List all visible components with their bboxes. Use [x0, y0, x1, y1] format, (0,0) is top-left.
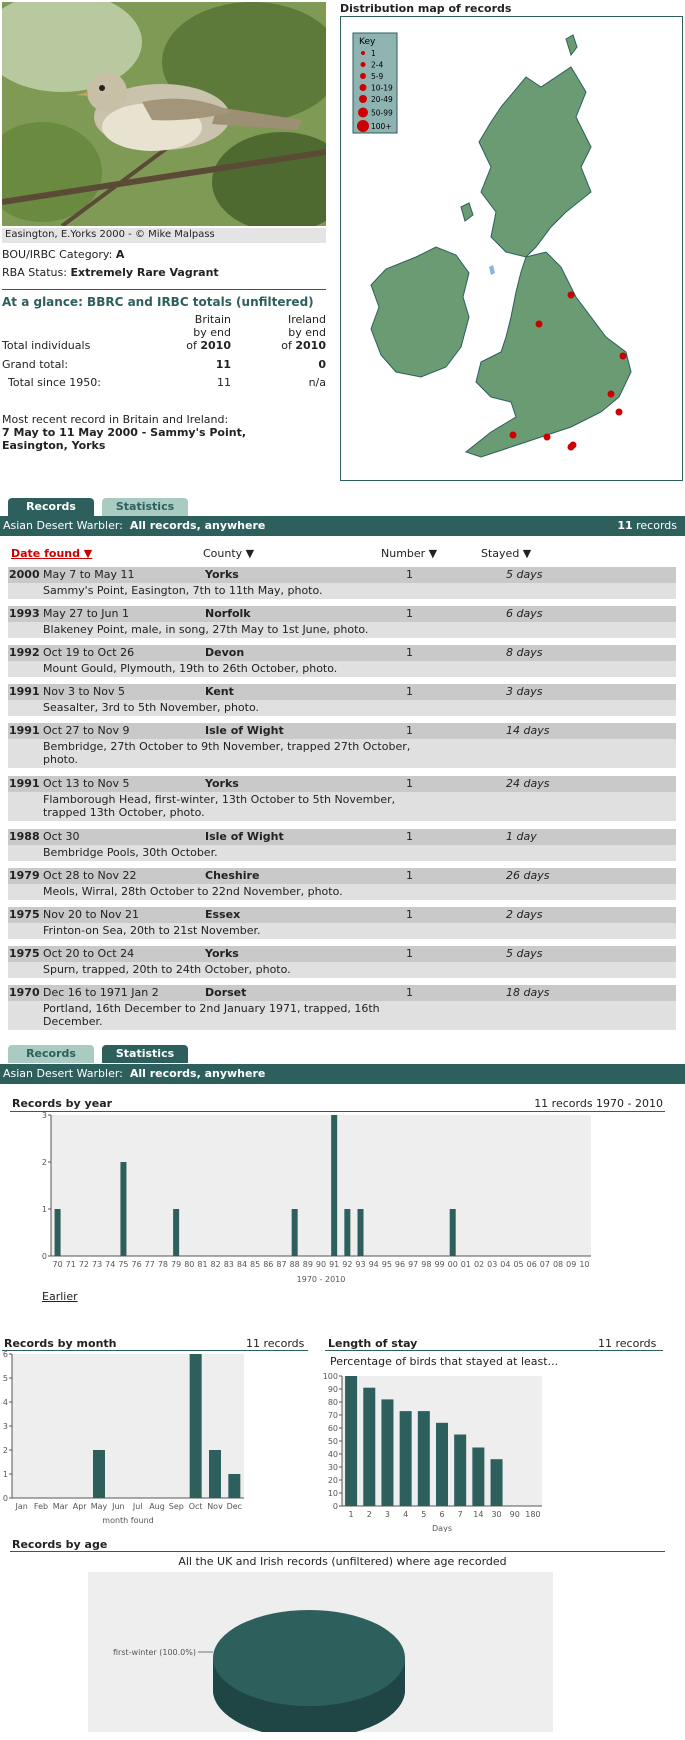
x-tick-label: Jul — [132, 1502, 143, 1511]
record-dates: Dec 16 to 1971 Jan 2 — [43, 986, 159, 999]
distribution-map — [340, 16, 683, 481]
bar — [472, 1448, 484, 1507]
x-axis-label: Days — [432, 1524, 452, 1532]
grand-total-britain: 11 — [215, 358, 231, 371]
x-tick-label: Dec — [226, 1502, 243, 1511]
record-stayed: 24 days — [506, 777, 550, 790]
stay-chart — [318, 1370, 548, 1532]
record-county: Devon — [205, 646, 245, 659]
record-county: Isle of Wight — [205, 830, 284, 843]
record-description-text: Flamborough Head, first-winter, 13th October to 5th November, trapped 13th October, photo. — [43, 793, 396, 819]
record-description-text: Meols, Wirral, 28th October to 22nd November, photo. — [43, 885, 343, 898]
x-tick-label: Aug — [149, 1502, 165, 1511]
x-tick-label: 02 — [473, 1260, 485, 1269]
x-tick-label: 3 — [384, 1510, 391, 1519]
tab-statistics-2[interactable]: Statistics — [102, 1045, 188, 1063]
x-tick-label: 98 — [421, 1260, 432, 1269]
y-tick-label: 2 — [41, 1158, 47, 1167]
map-key-label: 50-99 — [371, 108, 393, 118]
x-tick-label: 90 — [315, 1260, 327, 1269]
totals-table — [2, 313, 326, 394]
bar — [358, 1209, 364, 1256]
age-chart-subtitle: All the UK and Irish records (unfiltered) where age recorded — [178, 1555, 507, 1568]
y-tick-label: 5 — [2, 1374, 8, 1383]
x-tick-label: 95 — [381, 1260, 392, 1269]
y-tick-label: 70 — [327, 1411, 338, 1420]
map-record-dot — [544, 434, 551, 441]
map-title: Distribution map of records — [340, 2, 512, 15]
y-tick-label: 50 — [327, 1437, 338, 1446]
record-description-text: Blakeney Point, male, in song, 27th May to 1st June, photo. — [43, 623, 369, 636]
record-stayed: 6 days — [506, 607, 543, 620]
record-dates: Nov 3 to Nov 5 — [43, 685, 125, 698]
pie-slice — [213, 1610, 405, 1706]
map-key-label: 10-19 — [371, 83, 393, 93]
record-row[interactable] — [8, 907, 676, 939]
record-description-text: Mount Gould, Plymouth, 19th to 26th October, photo. — [43, 662, 338, 675]
bar — [436, 1423, 448, 1506]
year-chart-summary: 11 records 1970 - 2010 — [534, 1097, 663, 1110]
y-tick-label: 3 — [2, 1422, 8, 1431]
record-number: 1 — [406, 830, 413, 843]
sort-stayed[interactable]: Stayed ▼ — [481, 547, 532, 560]
tab-records[interactable]: Records — [8, 498, 94, 516]
record-number: 1 — [406, 986, 413, 999]
y-tick-label: 80 — [327, 1398, 338, 1407]
year-chart — [40, 1112, 610, 1290]
bar — [93, 1450, 105, 1498]
y-tick-label: 90 — [327, 1385, 338, 1394]
x-tick-label: 7 — [457, 1510, 463, 1519]
x-tick-label: 71 — [65, 1260, 76, 1269]
bar — [331, 1115, 337, 1256]
x-tick-label: 90 — [509, 1510, 520, 1519]
x-tick-label: 96 — [394, 1260, 406, 1269]
map-key-dot — [359, 95, 367, 103]
map-record-dot — [620, 353, 627, 360]
map-key-label: 100+ — [371, 122, 392, 131]
record-stayed: 1 day — [506, 830, 537, 843]
x-tick-label: 72 — [78, 1260, 90, 1269]
record-number: 1 — [406, 646, 413, 659]
record-number: 1 — [406, 947, 413, 960]
map-record-dot — [568, 444, 575, 451]
x-tick-label: 73 — [92, 1260, 103, 1269]
x-tick-label: 88 — [289, 1260, 300, 1269]
record-dates: Oct 19 to Oct 26 — [43, 646, 135, 659]
x-tick-label: 93 — [355, 1260, 366, 1269]
x-tick-label: 01 — [460, 1260, 471, 1269]
y-tick-label: 100 — [322, 1372, 338, 1381]
record-county: Norfolk — [205, 607, 251, 620]
x-tick-label: 91 — [329, 1260, 340, 1269]
x-tick-label: 83 — [223, 1260, 234, 1269]
tab-statistics[interactable]: Statistics — [102, 498, 188, 516]
total-individuals-label: Total individuals — [2, 339, 91, 352]
x-tick-label: 82 — [210, 1260, 221, 1269]
x-tick-label: May — [90, 1502, 108, 1511]
recent-record-label: Most recent record in Britain and Ireland: — [2, 413, 229, 426]
x-tick-label: 85 — [250, 1260, 261, 1269]
record-county: Kent — [205, 685, 234, 698]
x-tick-label: 87 — [276, 1260, 287, 1269]
x-tick-label: Jun — [112, 1502, 125, 1511]
x-tick-label: 89 — [302, 1260, 313, 1269]
record-year: 1992 — [9, 646, 40, 659]
record-description-text: Spurn, trapped, 20th to 24th October, photo. — [43, 963, 291, 976]
x-tick-label: 07 — [539, 1260, 550, 1269]
record-description — [8, 1001, 676, 1030]
month-chart-summary: 11 records — [246, 1337, 305, 1350]
record-stayed: 14 days — [506, 724, 550, 737]
bird-photo — [2, 2, 326, 226]
record-count: 11 — [617, 519, 633, 532]
record-dates: Oct 27 to Nov 9 — [43, 724, 130, 737]
record-number: 1 — [406, 685, 413, 698]
record-row[interactable] — [8, 645, 676, 677]
bar — [292, 1209, 298, 1256]
x-tick-label: 1 — [348, 1510, 354, 1519]
x-axis-label: 1970 - 2010 — [296, 1275, 346, 1284]
map-key-dot — [360, 84, 367, 91]
record-description-text: Frinton-on Sea, 20th to 21st November. — [43, 924, 261, 937]
tab-bar-statistics — [0, 1045, 685, 1065]
record-number: 1 — [406, 724, 413, 737]
x-tick-label: Sep — [168, 1502, 184, 1511]
records-table-header — [10, 547, 675, 563]
y-tick-label: 10 — [327, 1489, 338, 1498]
bar — [209, 1450, 221, 1498]
record-row[interactable] — [8, 829, 676, 861]
x-tick-label: 09 — [566, 1260, 577, 1269]
y-tick-label: 6 — [2, 1351, 8, 1359]
record-county: Cheshire — [205, 869, 260, 882]
record-description-text: Sammy's Point, Easington, 7th to 11th May, photo. — [43, 584, 323, 597]
bar — [400, 1411, 412, 1506]
x-tick-label: 80 — [184, 1260, 195, 1269]
bar — [418, 1411, 430, 1506]
x-tick-label: 70 — [52, 1260, 63, 1269]
y-tick-label: 40 — [327, 1450, 338, 1459]
x-tick-label: 81 — [197, 1260, 208, 1269]
record-row[interactable] — [8, 723, 676, 768]
y-tick-label: 1 — [41, 1205, 47, 1214]
age-chart — [88, 1572, 553, 1732]
record-dates: May 7 to May 11 — [43, 568, 135, 581]
pie-slice-label: first-winter (100.0%) — [113, 1648, 196, 1657]
x-tick-label: Mar — [52, 1502, 68, 1511]
bar — [190, 1354, 202, 1498]
age-chart-title: Records by age — [12, 1538, 108, 1551]
record-dates: Oct 28 to Nov 22 — [43, 869, 137, 882]
record-row[interactable] — [8, 868, 676, 900]
x-tick-label: 05 — [513, 1260, 524, 1269]
record-county: Yorks — [205, 947, 239, 960]
stay-chart-subtitle: Percentage of birds that stayed at least... — [330, 1355, 559, 1368]
record-stayed: 5 days — [506, 568, 543, 581]
britain-header: Britain by end of 2010 — [186, 313, 231, 352]
earlier-link[interactable]: Earlier — [42, 1290, 78, 1303]
x-tick-label: 84 — [236, 1260, 248, 1269]
record-description — [8, 923, 676, 939]
x-tick-label: 86 — [263, 1260, 274, 1269]
y-tick-label: 30 — [327, 1463, 338, 1472]
record-number: 1 — [406, 607, 413, 620]
sort-number[interactable]: Number ▼ — [381, 547, 438, 560]
bar — [228, 1474, 240, 1498]
record-year: 1993 — [9, 607, 40, 620]
x-tick-label: 97 — [408, 1260, 419, 1269]
record-county: Essex — [205, 908, 241, 921]
map-record-dot — [608, 391, 615, 398]
bar — [55, 1209, 61, 1256]
x-tick-label: 79 — [171, 1260, 182, 1269]
divider — [2, 289, 326, 290]
month-chart-title: Records by month — [4, 1337, 117, 1350]
y-tick-label: 4 — [2, 1398, 8, 1407]
grand-total-ireland: 0 — [318, 358, 326, 371]
map-key-title: Key — [359, 37, 376, 47]
since-1950-ireland: n/a — [308, 376, 326, 389]
map-key-dot — [358, 108, 368, 118]
record-stayed: 3 days — [506, 685, 543, 698]
map-key-dot — [361, 62, 366, 67]
map-key-label: 20-49 — [371, 95, 393, 104]
chart-plot-area — [51, 1115, 591, 1256]
category-line: BOU/IRBC Category: A — [2, 248, 125, 261]
map-record-dot — [510, 432, 517, 439]
bar — [173, 1209, 179, 1256]
record-number: 1 — [406, 908, 413, 921]
x-tick-label: 76 — [131, 1260, 142, 1269]
map-key-dot — [360, 73, 366, 79]
record-description — [8, 661, 676, 677]
photo-caption: Easington, E.Yorks 2000 - © Mike Malpass — [2, 228, 326, 243]
since-1950-britain: 11 — [217, 376, 231, 389]
record-dates: May 27 to Jun 1 — [43, 607, 129, 620]
record-stayed: 8 days — [506, 646, 543, 659]
year-chart-title: Records by year — [12, 1097, 113, 1110]
record-row[interactable] — [8, 985, 676, 1030]
sort-date-found[interactable]: Date found ▼ — [11, 547, 93, 560]
record-county: Dorset — [205, 986, 247, 999]
x-tick-label: 10 — [579, 1260, 590, 1269]
x-axis-label: month found — [102, 1516, 154, 1525]
stay-chart-title: Length of stay — [328, 1337, 418, 1350]
record-year: 1970 — [9, 986, 40, 999]
record-year: 1991 — [9, 724, 40, 737]
x-tick-label: Apr — [72, 1502, 87, 1511]
record-row[interactable] — [8, 606, 676, 638]
map-key-dot — [357, 120, 369, 132]
x-tick-label: 30 — [491, 1510, 502, 1519]
tab-records-2[interactable]: Records — [8, 1045, 94, 1063]
record-description — [8, 583, 676, 599]
bar — [381, 1399, 393, 1506]
y-tick-label: 60 — [327, 1424, 338, 1433]
bar — [454, 1435, 466, 1507]
x-tick-label: 74 — [105, 1260, 116, 1269]
x-tick-label: 4 — [403, 1510, 409, 1519]
record-stayed: 5 days — [506, 947, 543, 960]
bar — [344, 1209, 350, 1256]
record-year: 1988 — [9, 830, 40, 843]
record-stayed: 2 days — [506, 908, 543, 921]
record-stayed: 26 days — [506, 869, 550, 882]
x-tick-label: 94 — [368, 1260, 379, 1269]
x-tick-label: 14 — [473, 1510, 484, 1519]
map-key-label: 1 — [371, 49, 376, 58]
record-description — [8, 700, 676, 716]
rba-status-line: RBA Status: Extremely Rare Vagrant — [2, 266, 219, 279]
x-tick-label: 5 — [421, 1510, 427, 1519]
record-county: Yorks — [205, 568, 239, 581]
record-description — [8, 622, 676, 638]
record-year: 2000 — [9, 568, 40, 581]
sort-county[interactable]: County ▼ — [203, 547, 255, 560]
divider — [10, 1551, 665, 1552]
x-tick-label: 77 — [144, 1260, 155, 1269]
x-tick-label: Nov — [207, 1502, 223, 1511]
record-dates: Oct 30 — [43, 830, 80, 843]
record-county: Isle of Wight — [205, 724, 284, 737]
record-row[interactable] — [8, 776, 676, 821]
x-tick-label: Oct — [188, 1502, 203, 1511]
x-tick-label: 99 — [434, 1260, 445, 1269]
record-dates: Oct 20 to Oct 24 — [43, 947, 135, 960]
divider — [325, 1350, 663, 1351]
record-stayed: 18 days — [506, 986, 550, 999]
x-tick-label: 08 — [552, 1260, 564, 1269]
record-year: 1975 — [9, 947, 40, 960]
y-tick-label: 0 — [332, 1502, 338, 1511]
record-description — [8, 962, 676, 978]
x-tick-label: Feb — [33, 1502, 49, 1511]
filter-label-2[interactable]: All records, anywhere — [129, 1067, 266, 1080]
bar — [450, 1209, 456, 1256]
glance-title: At a glance: BBRC and IRBC totals (unfiltered) — [2, 295, 314, 309]
record-description — [8, 845, 676, 861]
since-1950-label: Total since 1950: — [8, 376, 101, 389]
record-year: 1991 — [9, 685, 40, 698]
map-record-dot — [536, 321, 543, 328]
map-record-dot — [568, 292, 575, 299]
x-tick-label: 180 — [525, 1510, 541, 1519]
x-tick-label: 03 — [487, 1260, 498, 1269]
record-description-text: Bembridge Pools, 30th October. — [43, 846, 218, 859]
ireland-header: Ireland by end of 2010 — [281, 313, 326, 352]
record-year: 1979 — [9, 869, 40, 882]
x-tick-label: 2 — [366, 1510, 372, 1519]
x-tick-label: 04 — [500, 1260, 511, 1269]
record-number: 1 — [406, 777, 413, 790]
stay-chart-summary: 11 records — [598, 1337, 657, 1350]
record-number: 1 — [406, 869, 413, 882]
map-key-dot — [361, 51, 365, 55]
record-description-text: Portland, 16th December to 2nd January 1971, trapped, 16th December. — [43, 1002, 380, 1028]
x-tick-label: 75 — [118, 1260, 129, 1269]
record-description — [8, 792, 676, 821]
y-tick-label: 0 — [41, 1252, 47, 1261]
grand-total-label: Grand total: — [2, 358, 69, 371]
bar — [363, 1388, 375, 1506]
bar — [120, 1162, 126, 1256]
x-tick-label: 78 — [157, 1260, 169, 1269]
record-year: 1975 — [9, 908, 40, 921]
record-row[interactable] — [8, 567, 676, 599]
record-description-text: Bembridge, 27th October to 9th November, trapped 27th October, photo. — [43, 740, 411, 766]
x-tick-label: 06 — [526, 1260, 537, 1269]
y-tick-label: 2 — [2, 1446, 8, 1455]
map-record-dot — [616, 409, 623, 416]
tab-bar-records — [0, 498, 685, 518]
recent-record-value: 7 May to 11 May 2000 - Sammy's Point, Easington, Yorks — [2, 426, 247, 452]
x-tick-label: Jan — [15, 1502, 28, 1511]
record-description-text: Seasalter, 3rd to 5th November, photo. — [43, 701, 259, 714]
record-row[interactable] — [8, 684, 676, 716]
x-tick-label: 92 — [342, 1260, 353, 1269]
y-tick-label: 1 — [2, 1470, 8, 1479]
month-chart — [0, 1351, 250, 1533]
record-dates: Nov 20 to Nov 21 — [43, 908, 139, 921]
record-description — [8, 884, 676, 900]
y-tick-label: 3 — [41, 1112, 47, 1120]
x-tick-label: 00 — [447, 1260, 458, 1269]
map-key-label: 5-9 — [371, 72, 384, 81]
filter-bar: Asian Desert Warbler: All records, anywhere 11 records — [0, 516, 685, 536]
record-county: Yorks — [205, 777, 239, 790]
record-year: 1991 — [9, 777, 40, 790]
record-description — [8, 739, 676, 768]
record-row[interactable] — [8, 946, 676, 978]
filter-bar-2: Asian Desert Warbler: All records, anywhere — [0, 1064, 685, 1084]
map-key-label: 2-4 — [371, 60, 384, 70]
record-number: 1 — [406, 568, 413, 581]
filter-label[interactable]: All records, anywhere — [129, 519, 266, 532]
bar — [491, 1459, 503, 1506]
y-tick-label: 0 — [2, 1494, 8, 1503]
record-dates: Oct 13 to Nov 5 — [43, 777, 130, 790]
bar — [345, 1376, 357, 1506]
y-tick-label: 20 — [327, 1476, 338, 1485]
x-tick-label: 6 — [439, 1510, 445, 1519]
